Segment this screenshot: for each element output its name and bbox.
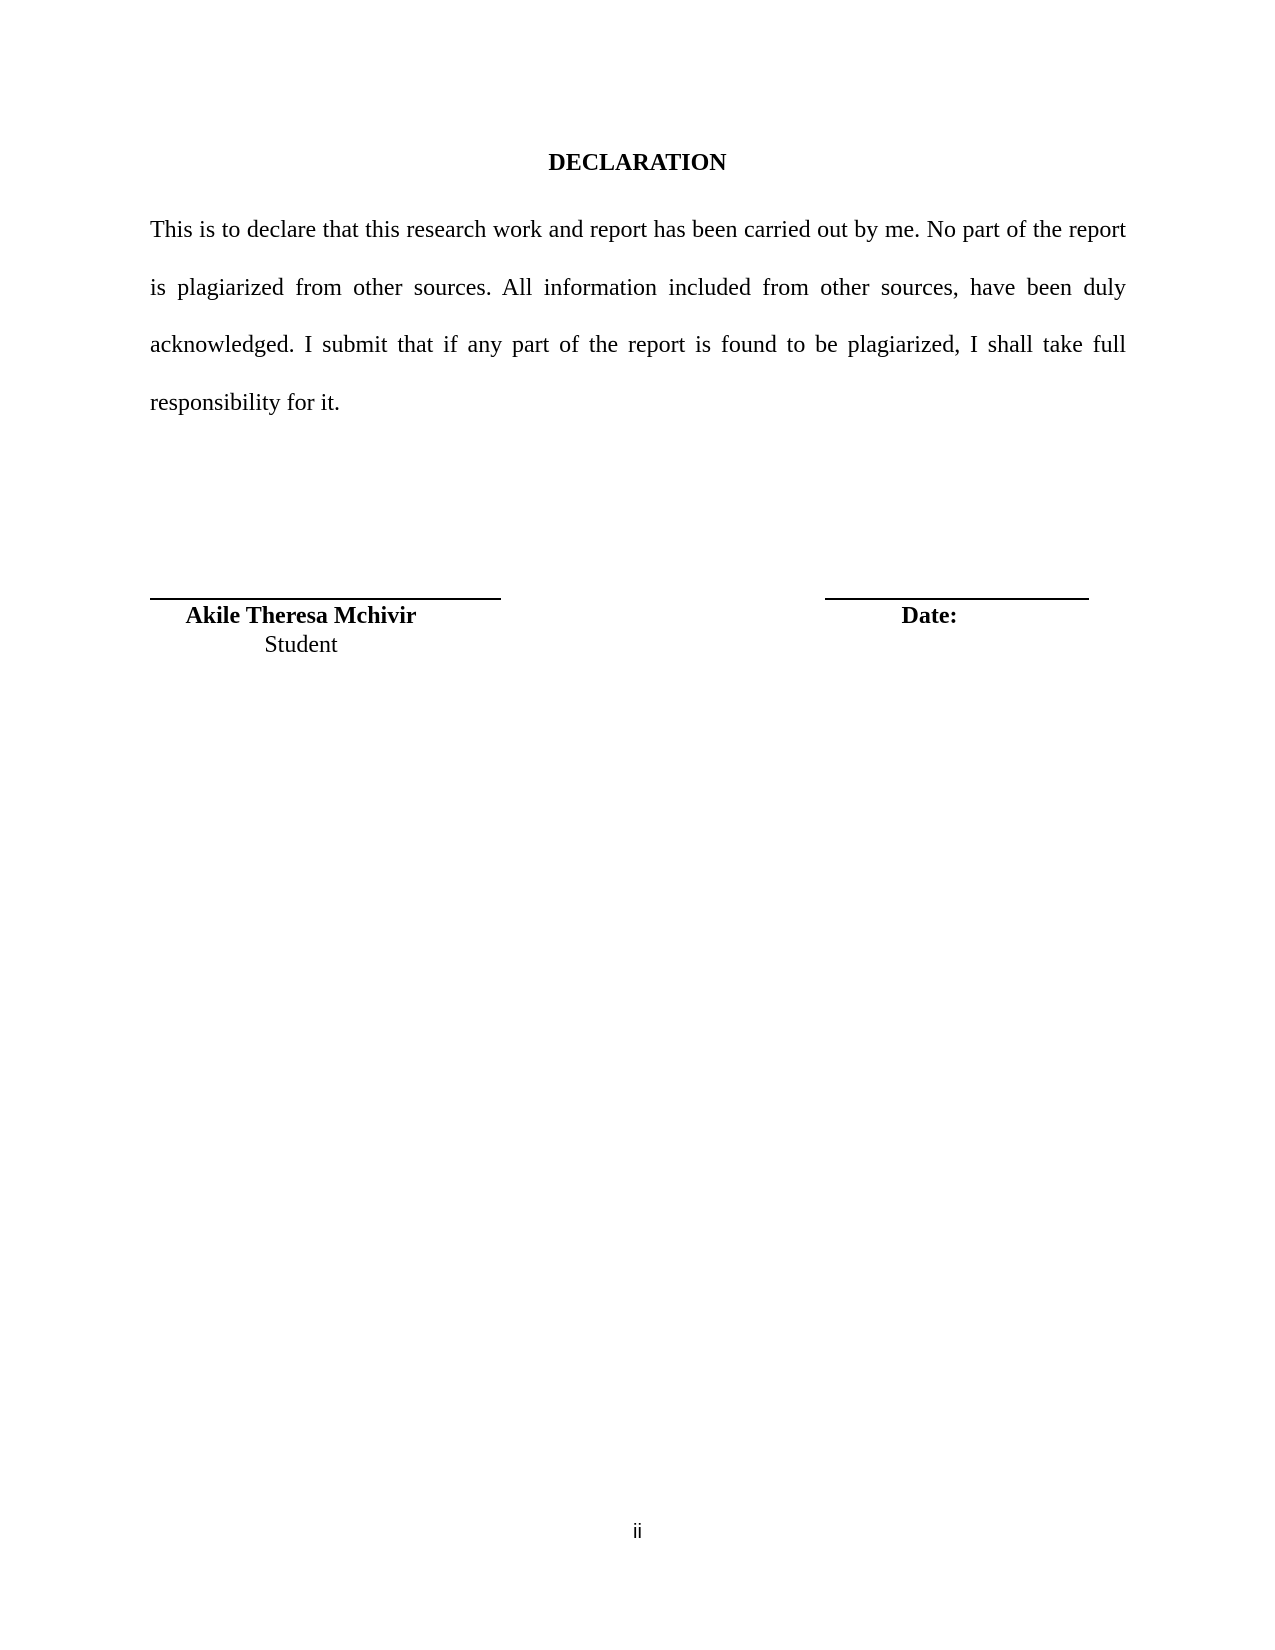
page-number: ii: [633, 1521, 642, 1543]
page-title: DECLARATION: [548, 150, 727, 176]
date-line: [825, 598, 1089, 600]
declaration-paragraph: This is to declare that this research work and report has been carried out by me. No part of the report is plagiarized from other sources. All information included from other sources, have been duly acknowledged. I submit that if any part of the report is found to be plagiarized, I shall take full responsibility for it.: [150, 217, 1126, 416]
signature-line: [150, 598, 501, 600]
signatory-role: Student: [264, 632, 338, 658]
date-label: Date:: [901, 603, 958, 629]
signatory-name: Akile Theresa Mchivir: [185, 603, 417, 629]
